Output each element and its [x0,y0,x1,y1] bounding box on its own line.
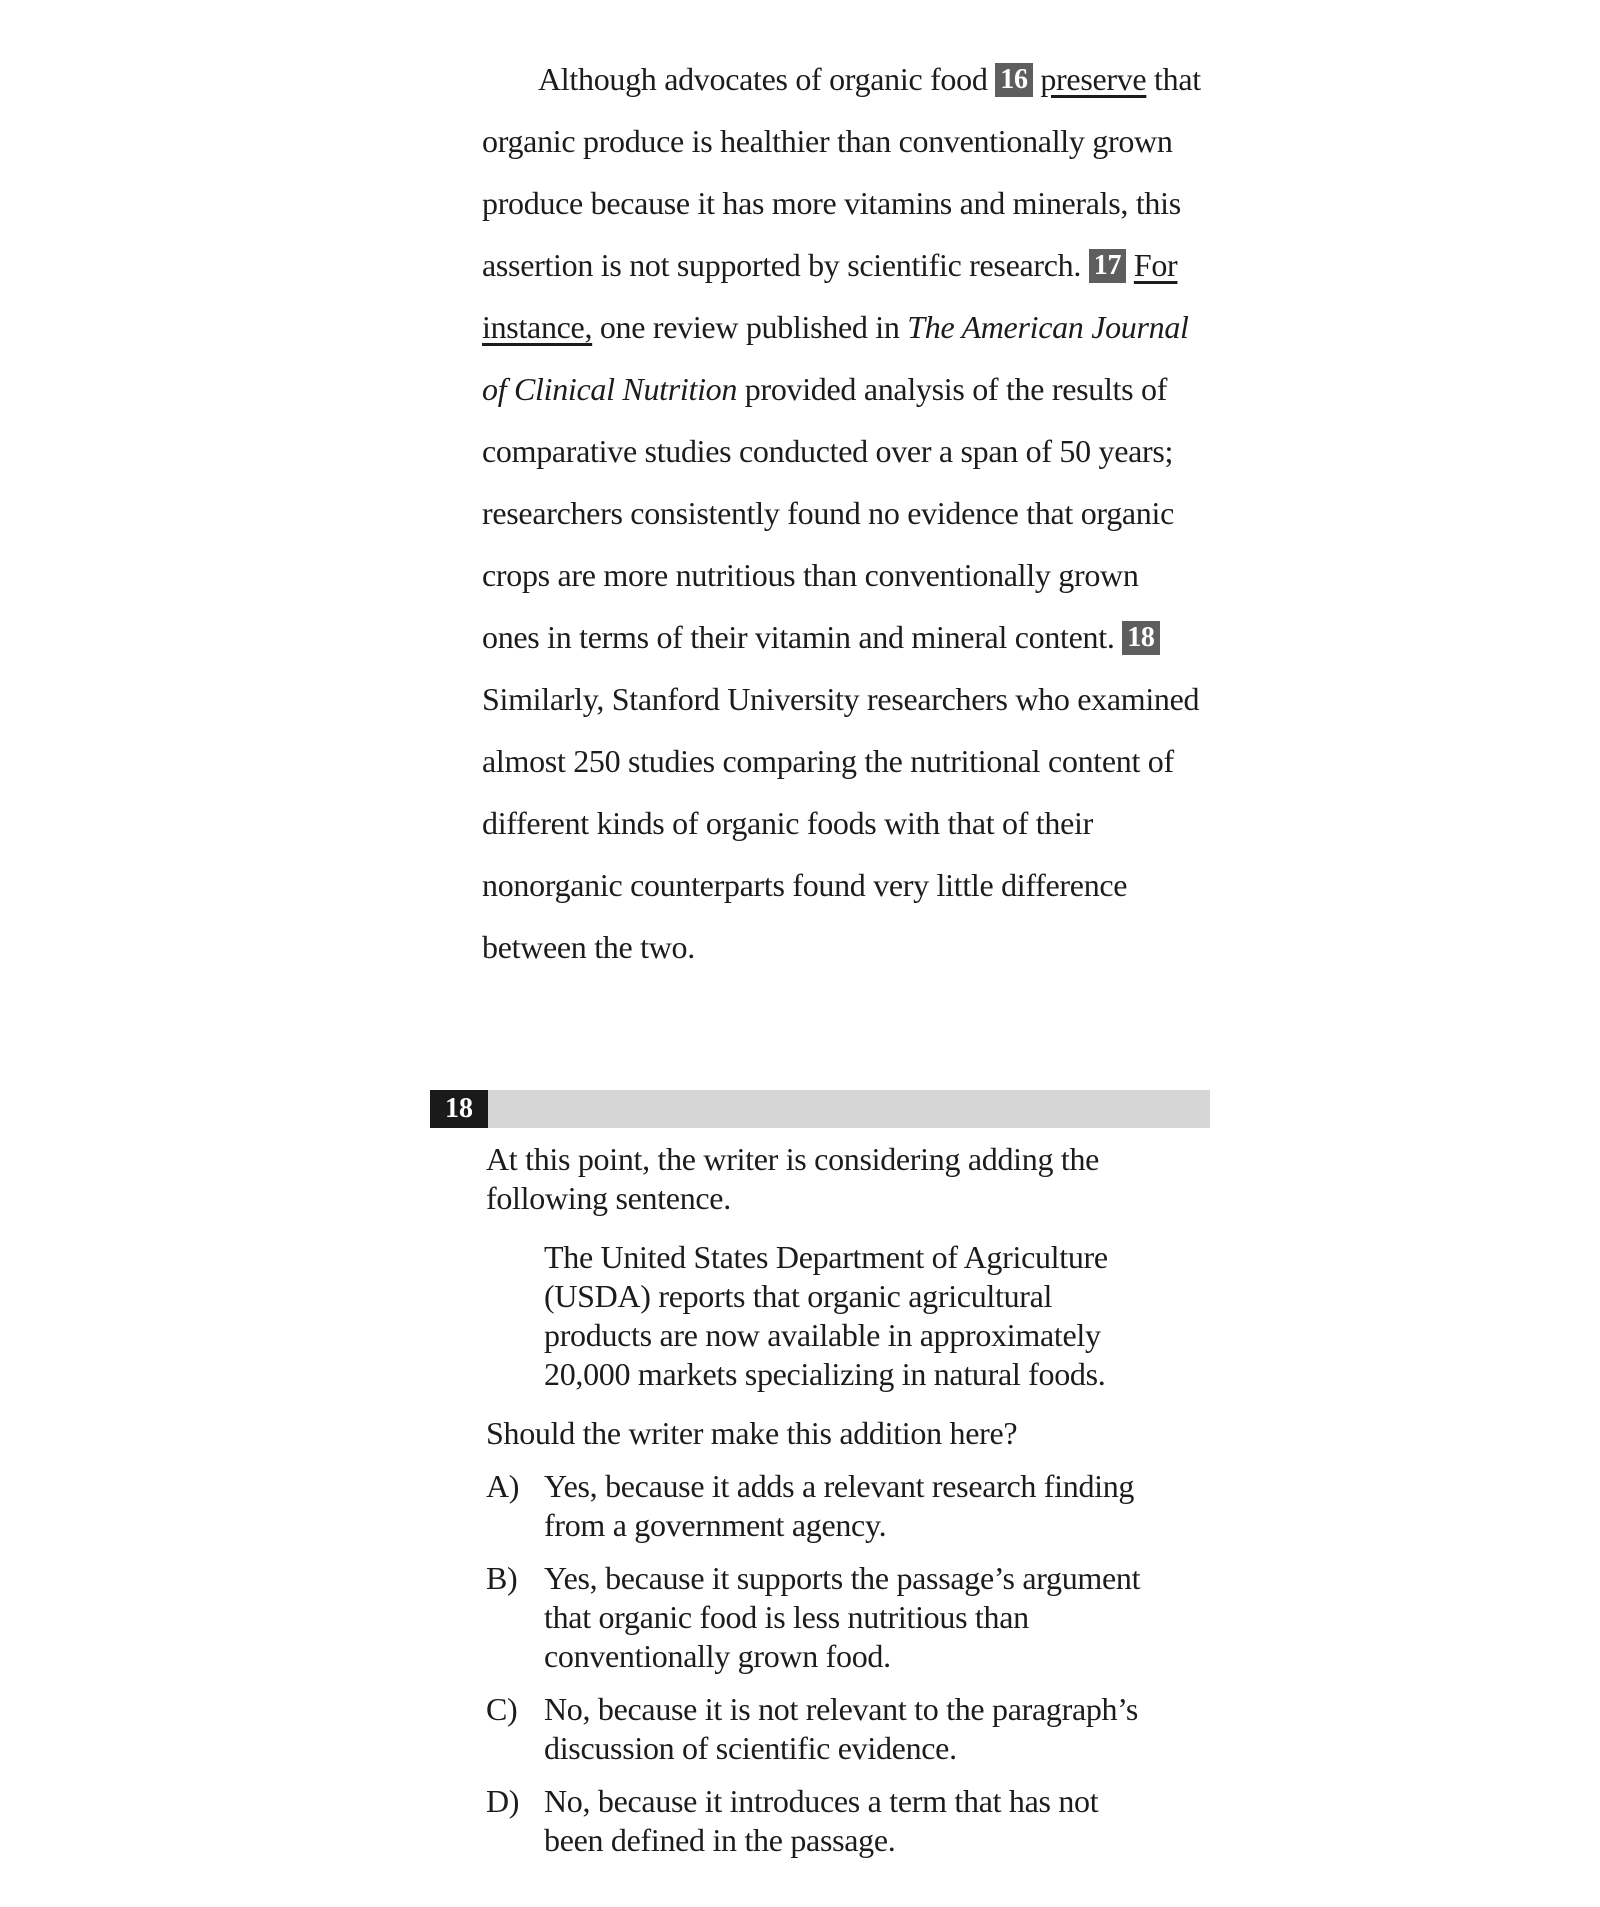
option-a[interactable]: A) Yes, because it adds a relevant research finding from a government agency. [486,1468,1135,1543]
underlined-text-16[interactable]: preserve [1040,61,1147,97]
passage-line-14: nonorganic counterparts found very little difference [482,867,1128,903]
question-number: 18 [430,1090,488,1128]
option-d-letter: D) [486,1783,520,1819]
passage-line-5: instance, one review published in The American Journal [482,309,1189,345]
option-a-letter: A) [486,1468,520,1504]
quote-line-2: (USDA) reports that organic agricultural [544,1278,1053,1314]
option-c[interactable]: C) No, because it is not relevant to the paragraph’s discussion of scientific evidence. [486,1691,1138,1766]
passage-line-8: researchers consistently found no evidence that organic [482,495,1174,531]
passage-line-3: produce because it has more vitamins and minerals, this [482,185,1181,221]
quote-line-4: 20,000 markets specializing in natural foods. [544,1356,1106,1392]
question-block [486,1140,1226,1860]
passage [482,48,1242,978]
passage-line-11: Similarly, Stanford University researchers who examined [482,681,1200,717]
quote-line-3: products are now available in approximately [544,1317,1101,1353]
passage-line-2: organic produce is healthier than conventionally grown [482,123,1173,159]
journal-title: The American Journal [907,309,1189,345]
question-ask: Should the writer make this addition here? [486,1415,1018,1451]
underlined-text-17b[interactable]: instance, [482,309,593,345]
passage-line-4: assertion is not supported by scientific research. 17 For [482,247,1178,283]
option-b-letter: B) [486,1560,518,1596]
underlined-text-17a[interactable]: For [1133,247,1178,283]
quote-line-1: The United States Department of Agriculture [544,1239,1108,1275]
prompt-line-2: following sentence. [486,1180,731,1216]
passage-line-13: different kinds of organic foods with that of their [482,805,1093,841]
option-b[interactable]: B) Yes, because it supports the passage’s argument that organic food is less nutritious than conventionally grown food. [486,1560,1141,1674]
option-c-letter: C) [486,1691,518,1727]
prompt-line-1: At this point, the writer is considering adding the [486,1141,1100,1177]
question-marker-17[interactable]: 17 [1089,249,1126,283]
passage-line-7: comparative studies conducted over a span of 50 years; [482,433,1174,469]
journal-title-cont: of Clinical Nutrition [482,371,738,407]
question-header-bar [430,1090,1210,1128]
passage-line-1: Although advocates of organic food 16 preserve that [538,61,1201,97]
question-prompt [486,1140,1226,1218]
answer-options [486,1467,1226,1860]
passage-line-10: ones in terms of their vitamin and mineral content. 18 [482,606,1242,668]
question-marker-16[interactable]: 16 [995,63,1032,97]
passage-line-12: almost 250 studies comparing the nutritional content of [482,743,1174,779]
passage-line-6: of Clinical Nutrition provided analysis of the results of [482,371,1168,407]
option-d[interactable]: D) No, because it introduces a term that has not been defined in the passage. [486,1783,1099,1858]
passage-line-9: crops are more nutritious than conventionally grown [482,557,1139,593]
question-marker-18[interactable]: 18 [1122,621,1159,655]
proposed-sentence [486,1238,1226,1394]
passage-line-15: between the two. [482,929,695,965]
